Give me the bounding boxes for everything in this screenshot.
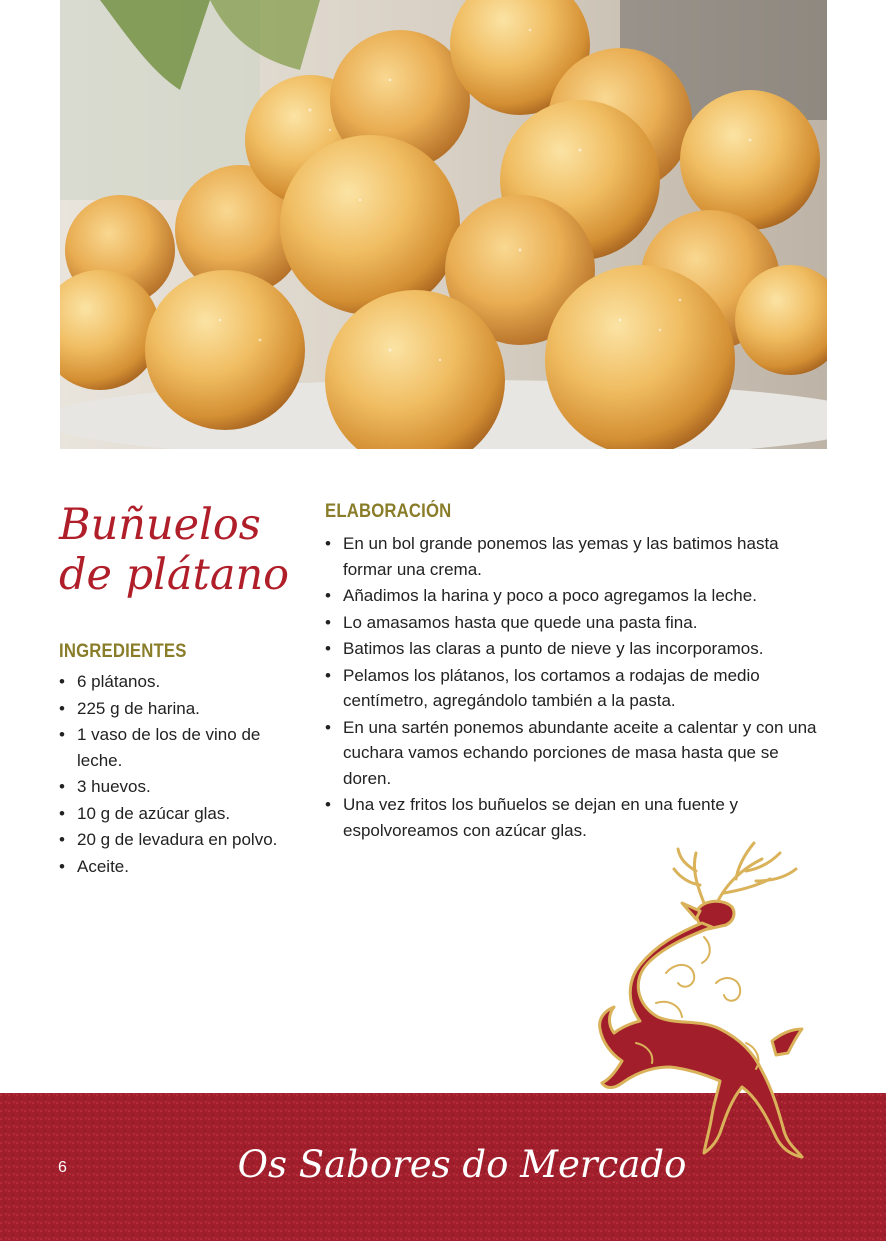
preparation-step: • En un bol grande ponemos las yemas y las batimos hasta formar una crema. [325, 531, 825, 582]
ingredient-item: • 20 g de levadura en polvo. [59, 827, 299, 853]
preparation-heading: ELABORACIÓN [325, 501, 452, 522]
ingredient-item: • 225 g de harina. [59, 696, 299, 722]
ingredient-item: • Aceite. [59, 854, 299, 880]
page-number: 6 [58, 1159, 67, 1176]
ingredient-item: • 3 huevos. [59, 774, 299, 800]
preparation-step: • Batimos las claras a punto de nieve y las incorporamos. [325, 636, 825, 662]
ingredient-item: • 10 g de azúcar glas. [59, 801, 299, 827]
preparation-step: • Pelamos los plátanos, los cortamos a rodajas de medio centímetro, agregándolo también a la pasta. [325, 663, 825, 714]
preparation-list [325, 531, 825, 843]
ingredients-section [59, 641, 299, 880]
hero-photo-bunuelos [60, 0, 827, 449]
preparation-section [325, 501, 825, 844]
preparation-step: • Una vez fritos los buñuelos se dejan en una fuente y espolvoreamos con azúcar glas. [325, 792, 825, 843]
ingredients-heading: INGREDIENTES [59, 641, 187, 662]
ingredient-item: • 1 vaso de los de vino de leche. [59, 722, 299, 773]
bunuelos-photo-illustration [60, 0, 827, 449]
ingredients-list [59, 669, 299, 879]
preparation-step: • En una sartén ponemos abundante aceite a calentar y con una cuchara vamos echando porciones de masa hasta que se doren. [325, 715, 825, 792]
preparation-step: • Añadimos la harina y poco a poco agregamos la leche. [325, 583, 825, 609]
footer-title: Os Sabores do Mercado [237, 1143, 687, 1186]
recipe-title: Buñuelos de plátano [59, 500, 290, 600]
ingredient-item: • 6 plátanos. [59, 669, 299, 695]
reindeer-icon [596, 833, 808, 1165]
preparation-step: • Lo amasamos hasta que quede una pasta fina. [325, 610, 825, 636]
